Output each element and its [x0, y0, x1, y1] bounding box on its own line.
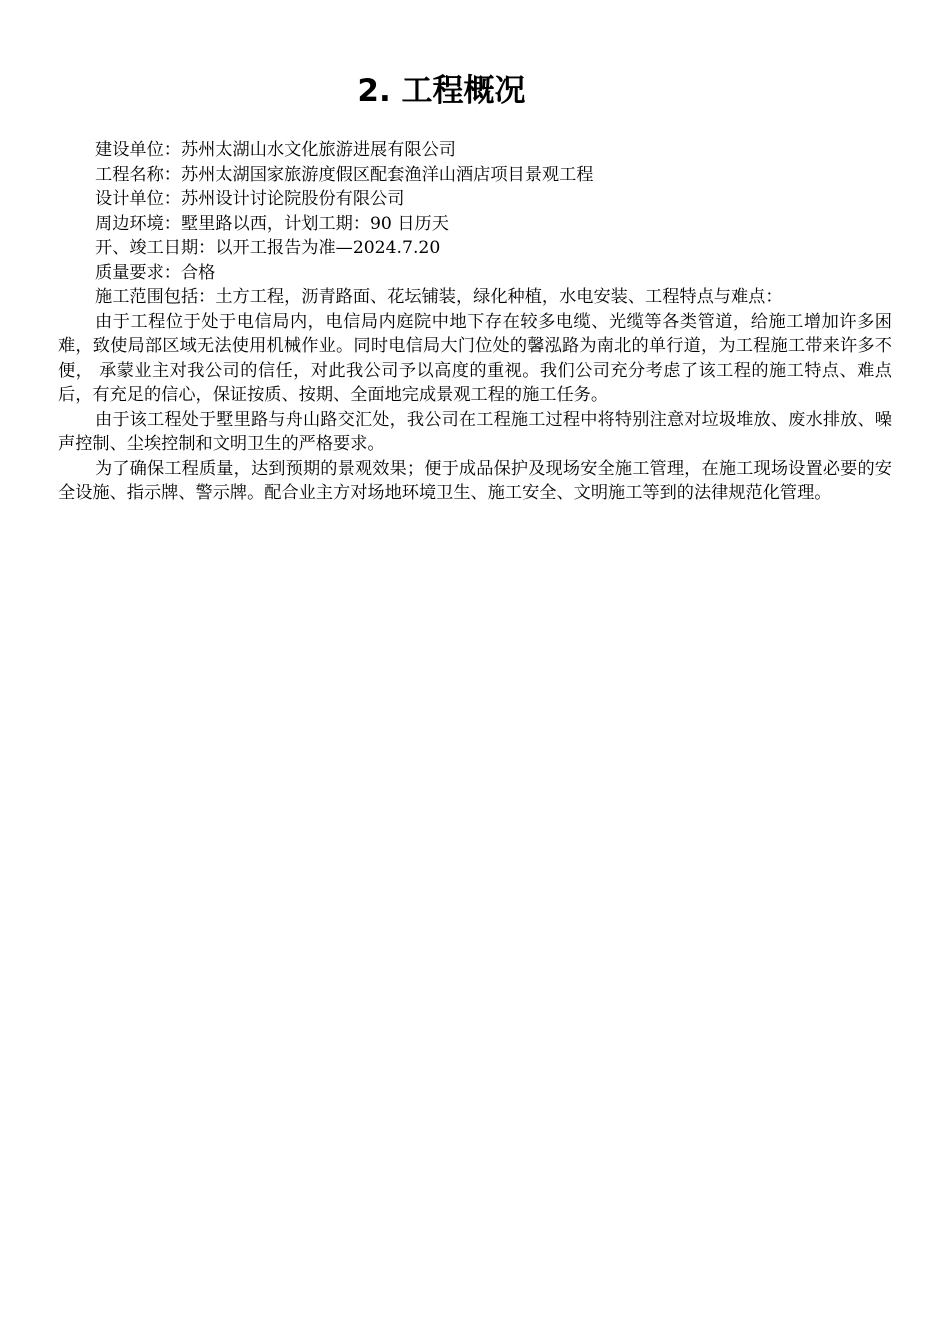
project-name-line: 工程名称：苏州太湖国家旅游度假区配套渔洋山酒店项目景观工程 [95, 164, 594, 185]
construction-scope-line: 施工范围包括：土方工程，沥青路面、花坛铺装，绿化种植，水电安装、工程特点与难点： [95, 287, 783, 307]
section-title: 2. 工程概况 [357, 73, 526, 109]
schedule-dates-line: 开、竣工日期：以开工报告为准—2024.7.20 [95, 238, 441, 258]
document-body [58, 138, 892, 506]
quality-safety-paragraph: 为了确保工程质量，达到预期的景观效果；便于成品保护及现场安全施工管理，在施工现场设置必要的安全设施、指示牌、警示牌。配合业主方对场地环境卫生、施工安全、文明施工等到的法律规范化管理。 [58, 458, 892, 503]
difficulties-paragraph: 由于工程位于处于电信局内，电信局内庭院中地下存在较多电缆、光缆等各类管道，给施工增加许多困难，致使局部区域无法使用机械作业。同时电信局大门位处的馨泓路为南北的单行道，为工程施工带来许多不便， 承蒙业主对我公司的信任，对此我公司予以高度的重视。我们公司充分考虑了该工程的施工特点、难点后，有充足的信心，保证按质、按期、全面地完成景观工程的施工任务。 [58, 311, 892, 405]
construction-unit-line: 建设单位：苏州太湖山水文化旅游进展有限公司 [95, 140, 456, 160]
surroundings-line: 周边环境：墅里路以西，计划工期：90 日历天 [95, 213, 449, 234]
design-unit-line: 设计单位：苏州设计讨论院股份有限公司 [95, 189, 405, 209]
site-management-paragraph: 由于该工程处于墅里路与舟山路交汇处，我公司在工程施工过程中将特别注意对垃圾堆放、废水排放、噪声控制、尘埃控制和文明卫生的严格要求。 [58, 409, 892, 454]
quality-requirement-line: 质量要求：合格 [95, 262, 216, 283]
